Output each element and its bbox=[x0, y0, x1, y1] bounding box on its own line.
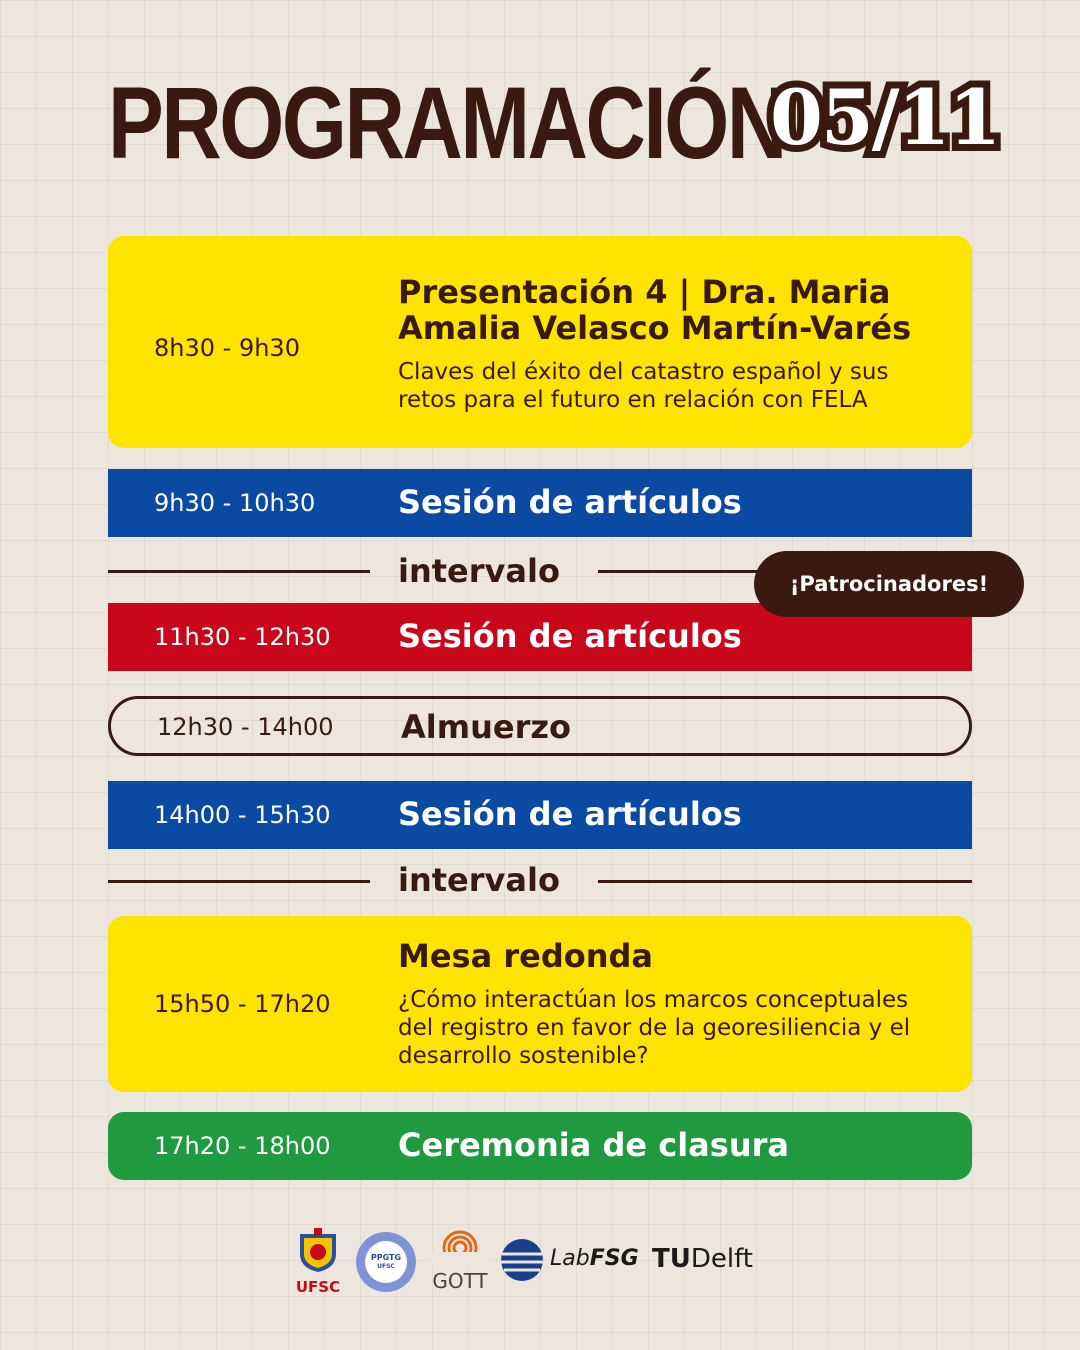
sponsors-badge: ¡Patrocinadores! bbox=[754, 551, 1024, 617]
gott-rings-icon bbox=[430, 1230, 490, 1266]
schedule-description-line1: Claves del éxito del catastro español y sus bbox=[398, 359, 889, 385]
labfsg-logo bbox=[550, 1246, 639, 1271]
schedule-time: 9h30 - 10h30 bbox=[154, 489, 316, 517]
schedule-item-presentation bbox=[108, 236, 972, 448]
schedule-time: 17h20 - 18h00 bbox=[154, 1132, 331, 1160]
schedule-title: Sesión de artículos bbox=[398, 795, 742, 833]
ppgtg-logo bbox=[356, 1232, 416, 1292]
schedule-title-line2: Amalia Velasco Martín-Varés bbox=[398, 309, 912, 347]
divider-line bbox=[598, 570, 758, 573]
tudelft-label-delft: Delft bbox=[690, 1244, 753, 1274]
schedule-title-line1: Presentación 4 | Dra. Maria bbox=[398, 273, 891, 311]
schedule-description-line2: del registro en favor de la georesiliencia y el bbox=[398, 1015, 911, 1041]
schedule-title: Sesión de artículos bbox=[398, 617, 742, 655]
schedule-item-session-3 bbox=[108, 781, 972, 849]
ppgtg-sublabel: UFSC bbox=[377, 1263, 395, 1270]
divider-line bbox=[598, 880, 972, 883]
gott-label: GOTT bbox=[432, 1269, 488, 1293]
page-title: PROGRAMACIÓN bbox=[108, 66, 785, 180]
schedule-time: 8h30 - 9h30 bbox=[154, 334, 300, 362]
schedule-item-lunch bbox=[108, 696, 972, 756]
divider-line bbox=[108, 570, 370, 573]
schedule-description-line2: retos para el futuro en relación con FELA bbox=[398, 387, 868, 413]
interval-label: intervalo bbox=[398, 552, 560, 590]
schedule-title: Sesión de artículos bbox=[398, 483, 742, 521]
interval-label: intervalo bbox=[398, 861, 560, 899]
schedule-item-closing bbox=[108, 1112, 972, 1180]
labfsg-globe-icon bbox=[500, 1238, 544, 1282]
schedule-time: 14h00 - 15h30 bbox=[154, 801, 331, 829]
schedule-title: Ceremonia de clasura bbox=[398, 1126, 789, 1164]
schedule-title: Almuerzo bbox=[401, 708, 571, 746]
schedule-item-round-table bbox=[108, 916, 972, 1092]
gott-logo bbox=[430, 1230, 490, 1294]
labfsg-label-fsg: FSG bbox=[589, 1246, 639, 1271]
ufsc-logo bbox=[292, 1228, 344, 1294]
schedule-time: 11h30 - 12h30 bbox=[154, 623, 331, 651]
schedule-title: Mesa redonda bbox=[398, 937, 653, 975]
schedule-time: 12h30 - 14h00 bbox=[157, 713, 334, 741]
ufsc-crest-icon bbox=[292, 1228, 344, 1274]
ufsc-label: UFSC bbox=[295, 1278, 341, 1296]
schedule-item-session-1 bbox=[108, 469, 972, 537]
labfsg-label-lab: Lab bbox=[550, 1246, 590, 1271]
divider-line bbox=[108, 880, 370, 883]
schedule-description-line3: desarrollo sostenible? bbox=[398, 1043, 649, 1069]
schedule-description-line1: ¿Cómo interactúan los marcos conceptuales bbox=[398, 987, 909, 1013]
tudelft-label-tu: TU bbox=[652, 1244, 691, 1274]
ppgtg-label: PPGTG bbox=[370, 1253, 402, 1262]
event-date: 05/11 bbox=[770, 73, 1000, 162]
schedule-time: 15h50 - 17h20 bbox=[154, 990, 331, 1018]
tudelft-logo bbox=[652, 1244, 753, 1274]
